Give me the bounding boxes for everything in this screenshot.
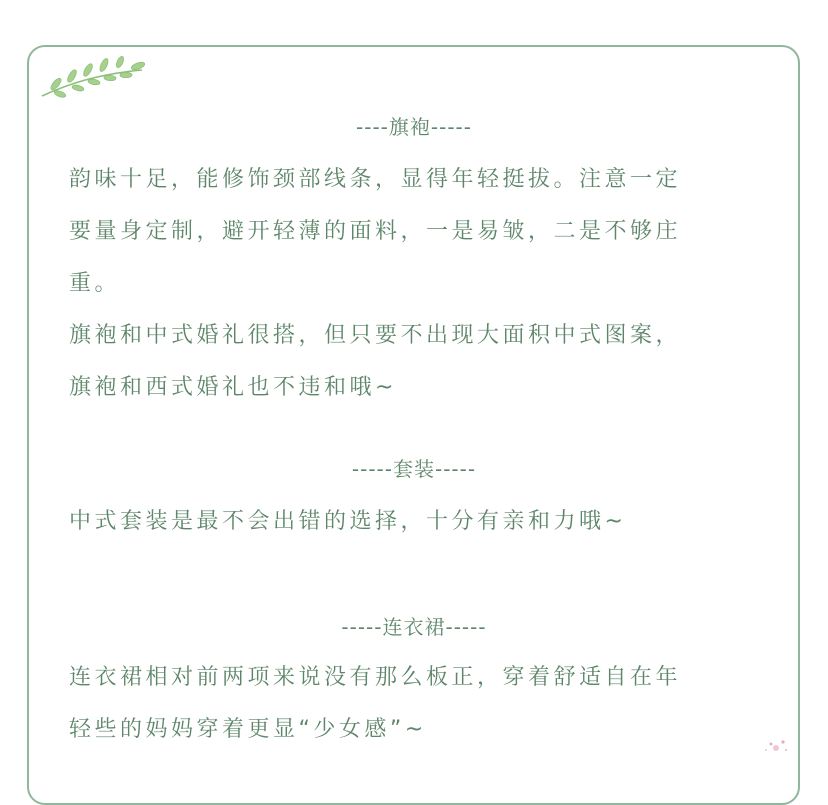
body-line: 重。 (69, 271, 121, 296)
leaf-branch-icon (38, 54, 148, 100)
section-body-qipao (69, 154, 769, 414)
section-body-dress (69, 652, 769, 756)
flower-decoration-icon (756, 736, 796, 753)
body-line: 中式套装是最不会出错的选择，十分有亲和力哦~ (69, 509, 627, 534)
section-title-dress: -----连衣裙----- (341, 615, 487, 639)
body-line: 连衣裙相对前两项来说没有那么板正，穿着舒适自在年 (69, 665, 682, 690)
section-title-qipao: ----旗袍----- (356, 115, 472, 139)
body-line: 轻些的妈妈穿着更显“少女感”~ (69, 717, 427, 742)
section-body-suit (69, 496, 769, 548)
body-line: 要量身定制，避开轻薄的面料，一是易皱，二是不够庄 (69, 219, 682, 244)
body-line: 韵味十足，能修饰颈部线条，显得年轻挺拔。注意一定 (69, 167, 682, 192)
body-line: 旗袍和中式婚礼很搭，但只要不出现大面积中式图案， (69, 323, 682, 348)
body-line: 旗袍和西式婚礼也不违和哦~ (69, 375, 397, 400)
section-title-suit: -----套装----- (351, 457, 477, 481)
